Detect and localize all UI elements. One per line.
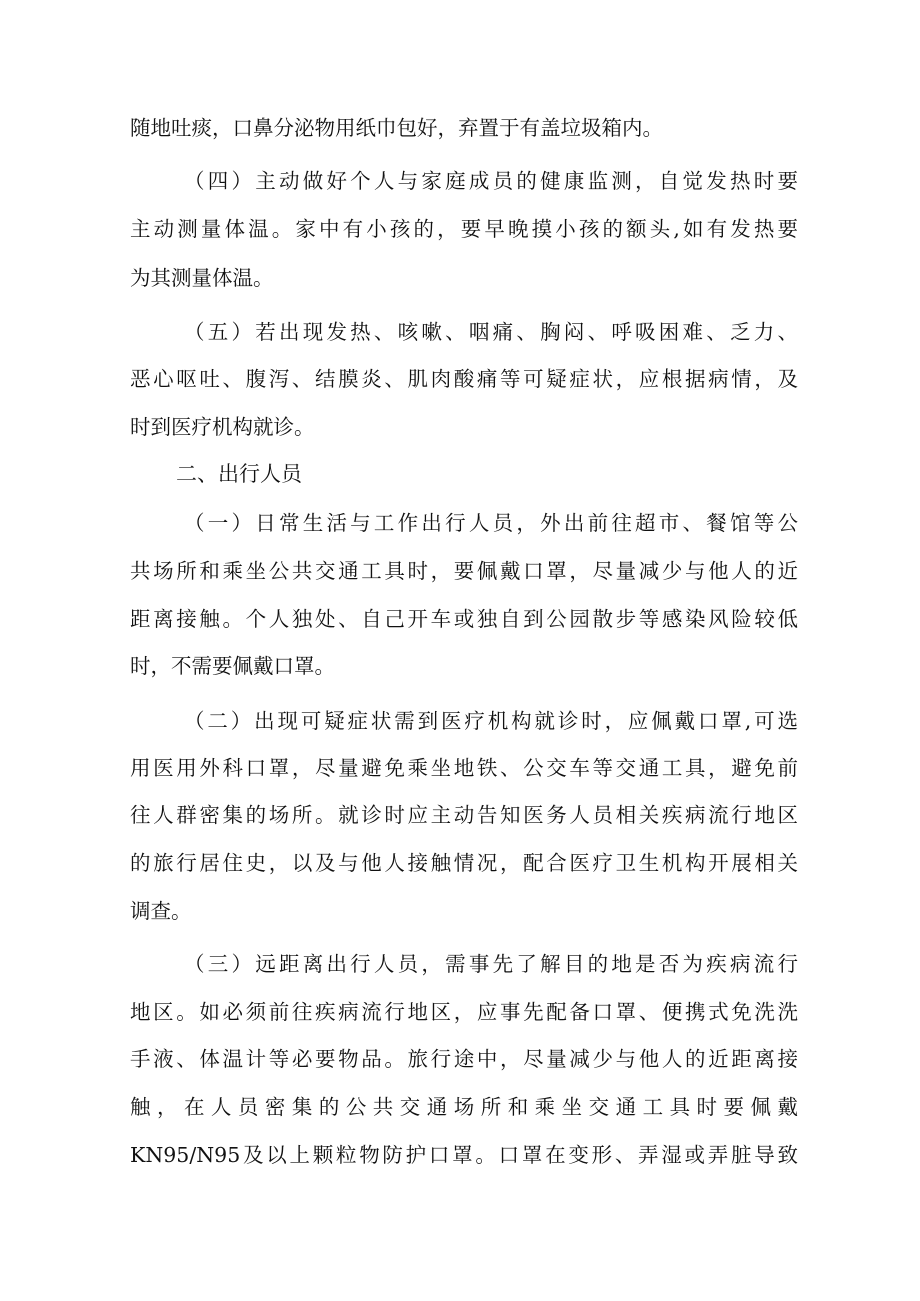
paragraph-line: 时，不需要佩戴口罩。	[130, 654, 335, 678]
paragraph-line: 手液、体温计等必要物品。旅行途中，尽量减少与他人的近距离接	[130, 1047, 798, 1071]
section-heading: 二、出行人员	[176, 462, 302, 486]
paragraph-line: 随地吐痰，口鼻分泌物用纸巾包好，弃置于有盖垃圾箱内。	[130, 116, 663, 140]
paragraph-line: 触，在人员密集的公共交通场所和乘坐交通工具时要佩戴	[130, 1095, 798, 1119]
paragraph-line: （五）若出现发热、咳嗽、咽痛、胸闷、呼吸困难、乏力、	[184, 320, 798, 344]
paragraph-line: 为其测量体温。	[130, 266, 274, 290]
paragraph-line: 往人群密集的场所。就诊时应主动告知医务人员相关疾病流行地区	[130, 803, 798, 827]
paragraph-line: 地区。如必须前往疾病流行地区，应事先配备口罩、便携式免洗洗	[130, 1000, 798, 1024]
paragraph-line: KN95/N95及以上颗粒物防护口罩。口罩在变形、弄湿或弄脏导致	[130, 1143, 798, 1167]
paragraph-line: 时到医疗机构就诊。	[130, 415, 315, 439]
paragraph-line: 恶心呕吐、腹泻、结膜炎、肌肉酸痛等可疑症状，应根据病情，及	[130, 367, 798, 391]
paragraph-line: 调查。	[130, 899, 192, 923]
paragraph-line: 主动测量体温。家中有小孩的，要早晚摸小孩的额头,如有发热要	[130, 217, 798, 241]
paragraph-line: （四）主动做好个人与家庭成员的健康监测，自觉发热时要	[184, 169, 798, 193]
paragraph-line: 的旅行居住史，以及与他人接触情况，配合医疗卫生机构开展相关	[130, 851, 798, 875]
paragraph-line: 用医用外科口罩，尽量避免乘坐地铁、公交车等交通工具，避免前	[130, 756, 798, 780]
paragraph-line: （三）远距离出行人员，需事先了解目的地是否为疾病流行	[184, 952, 798, 976]
paragraph-line: （一）日常生活与工作出行人员，外出前往超市、餐馆等公	[184, 511, 798, 535]
paragraph-line: 共场所和乘坐公共交通工具时，要佩戴口罩，尽量减少与他人的近	[130, 559, 798, 583]
paragraph-line: （二）出现可疑症状需到医疗机构就诊时，应佩戴口罩,可选	[184, 709, 798, 733]
paragraph-line: 距离接触。个人独处、自己开车或独自到公园散步等感染风险较低	[130, 607, 798, 631]
